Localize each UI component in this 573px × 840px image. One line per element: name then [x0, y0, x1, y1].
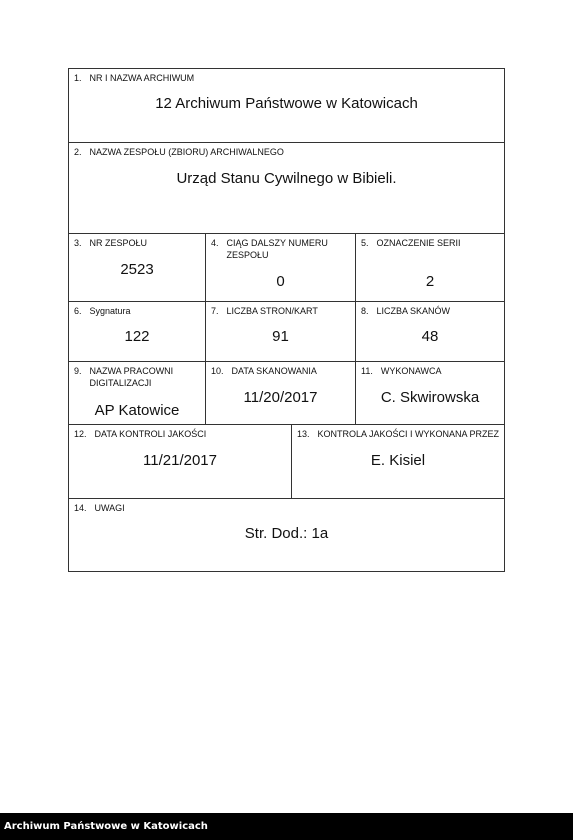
- field-value: 48: [421, 328, 439, 345]
- field-archive: [69, 69, 504, 143]
- field-label: 14. UWAGI: [74, 503, 125, 513]
- footer-bar: [0, 813, 573, 840]
- field-value: 12 Archiwum Państwowe w Katowicach: [155, 95, 418, 112]
- field-remarks: [69, 499, 504, 571]
- field-value: 91: [272, 328, 289, 345]
- field-value: 11/21/2017: [143, 452, 217, 469]
- field-label: 3. NR ZESPOŁU: [74, 238, 148, 248]
- field-value: AP Katowice: [94, 402, 180, 419]
- field-label: 9. NAZWA PRACOWNI DIGITALIZACJI: [74, 366, 174, 388]
- metadata-form: [68, 68, 505, 572]
- field-value: Str. Dod.: 1a: [244, 525, 329, 542]
- field-value: E. Kisiel: [370, 452, 426, 469]
- field-label: 4. CIĄG DALSZY NUMERU ZESPOŁU: [211, 238, 328, 260]
- field-page-count: [206, 302, 356, 362]
- field-value: C. Skwirowska: [380, 389, 480, 406]
- field-value: 2: [425, 273, 435, 290]
- field-scan-count: [356, 302, 504, 362]
- field-label: 1. NR I NAZWA ARCHIWUM: [74, 73, 195, 83]
- field-fonds-number-cont: [206, 234, 356, 302]
- field-label: 13. KONTROLA JAKOŚCI I WYKONANA PRZEZ: [297, 429, 500, 439]
- field-fonds-name: [69, 143, 504, 234]
- field-value: 2523: [120, 261, 154, 278]
- footer-text: Archiwum Państwowe w Katowicach: [4, 821, 208, 832]
- field-signature: [69, 302, 206, 362]
- field-label: 7. LICZBA STRON/KART: [211, 306, 318, 316]
- field-scan-date: [206, 362, 356, 425]
- field-label: 11. WYKONAWCA: [361, 366, 442, 376]
- field-label: 12. DATA KONTROLI JAKOŚCI: [74, 429, 207, 439]
- field-fonds-number: [69, 234, 206, 302]
- field-value: 122: [124, 328, 150, 345]
- field-label: 8. LICZBA SKANÓW: [361, 306, 451, 316]
- field-label: 5. OZNACZENIE SERII: [361, 238, 461, 248]
- field-series: [356, 234, 504, 302]
- field-label: 10. DATA SKANOWANIA: [211, 366, 317, 376]
- field-value: Urząd Stanu Cywilnego w Bibieli.: [176, 170, 397, 187]
- field-value: 11/20/2017: [243, 389, 318, 406]
- field-label: 2. NAZWA ZESPOŁU (ZBIORU) ARCHIWALNEGO: [74, 147, 284, 157]
- field-digitization-lab: [69, 362, 206, 425]
- field-qc-date: [69, 425, 292, 499]
- field-qc-by: [292, 425, 504, 499]
- field-label: 6. Sygnatura: [74, 306, 131, 316]
- field-value: 0: [276, 273, 285, 290]
- field-operator: [356, 362, 504, 425]
